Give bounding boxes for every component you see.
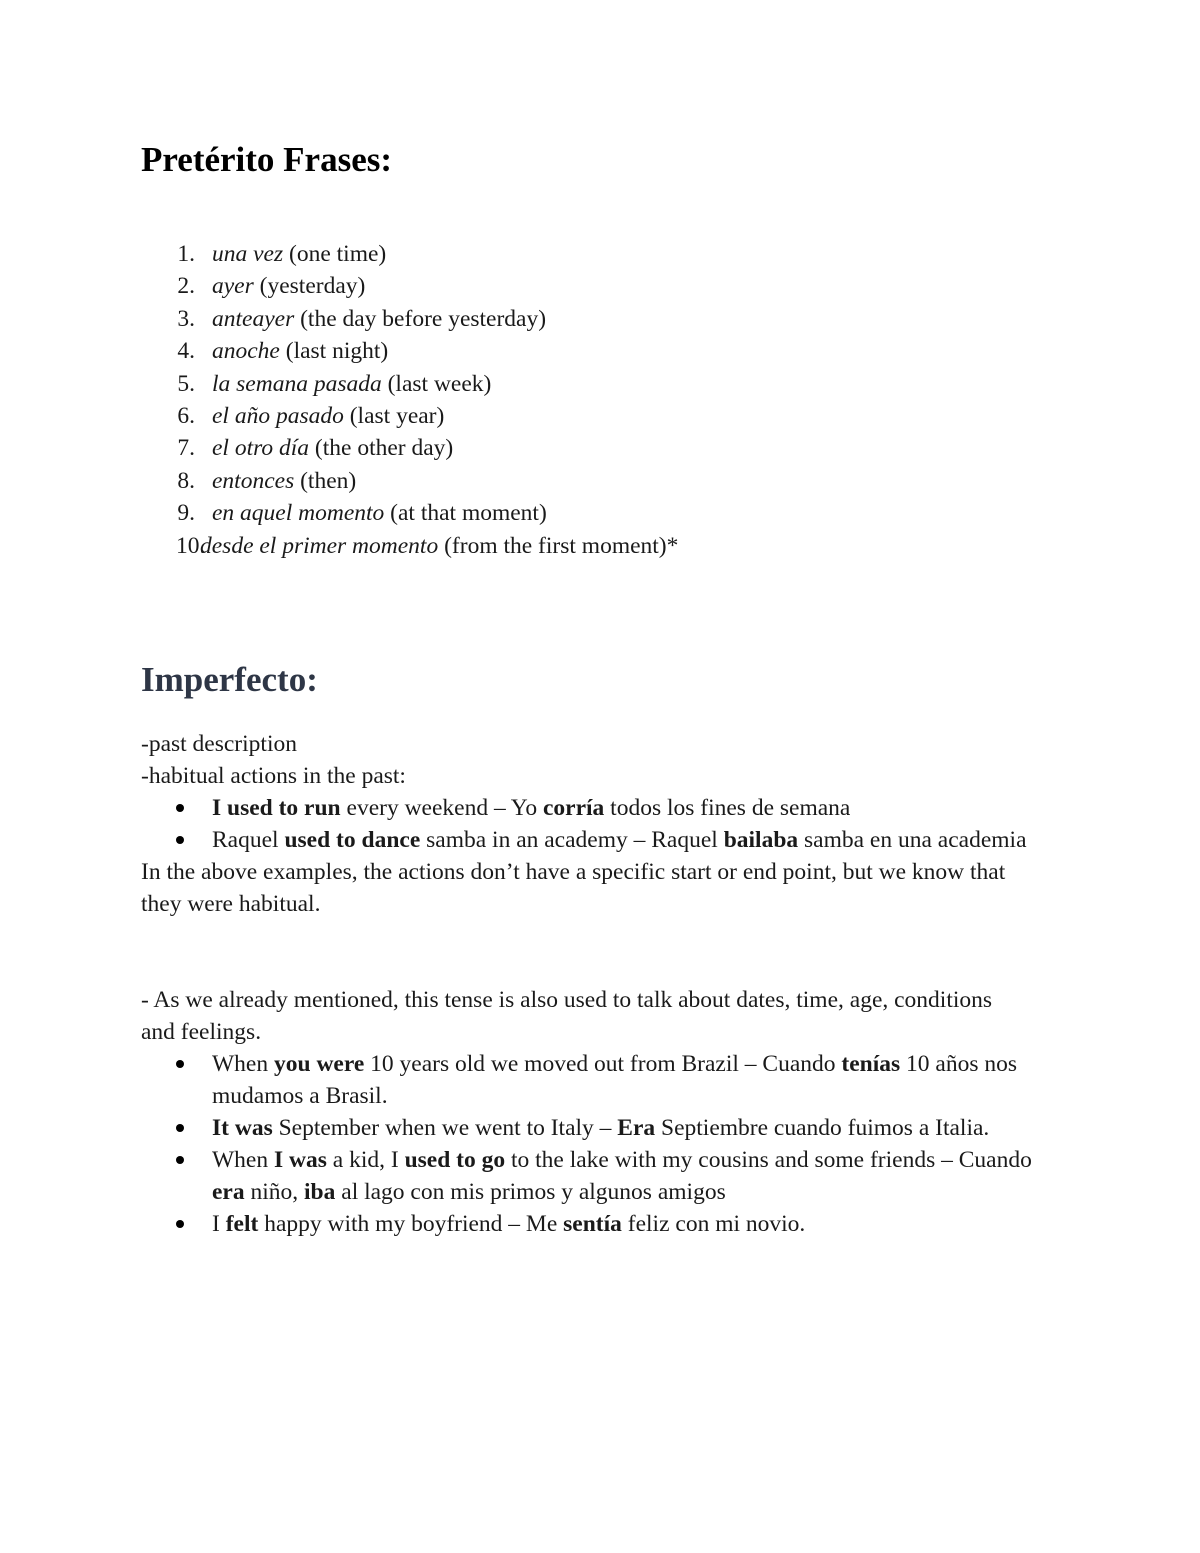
- habitual-examples-list: [141, 792, 1061, 856]
- item-number: 10.: [176, 532, 206, 559]
- example-text: 10 years old we moved out from Brazil – Cuando: [364, 1051, 842, 1077]
- spanish-phrase: entonces: [212, 467, 295, 494]
- example-text: to the lake with my cousins and some friends – Cuando: [505, 1147, 1032, 1173]
- example-text: every weekend – Yo: [340, 795, 543, 821]
- example-text: todos los fines de semana: [604, 795, 851, 821]
- spanish-verb: iba: [304, 1179, 336, 1205]
- item-number: 1.: [177, 241, 195, 267]
- spanish-phrase: ayer: [212, 273, 254, 300]
- english-verb: It was: [212, 1115, 273, 1141]
- english-translation: (then): [294, 467, 357, 494]
- spanish-verb: corría: [542, 795, 605, 821]
- usage-line: -past description: [141, 731, 297, 757]
- english-translation: (yesterday): [253, 273, 366, 300]
- english-translation: (from the first moment)*: [438, 532, 679, 559]
- imperfecto-usage-block: [141, 728, 1061, 920]
- list-item: [141, 824, 1042, 856]
- english-verb: I used to run: [212, 795, 341, 821]
- example-text: September when we went to Italy –: [272, 1115, 618, 1141]
- imperfecto-uses-block: [141, 984, 1061, 1240]
- example-text: samba en una academia: [798, 827, 1027, 853]
- spanish-phrase: anteayer: [212, 305, 295, 332]
- example-text: al lago con mis primos y algunos amigos: [335, 1179, 726, 1205]
- item-number: 8.: [177, 467, 195, 494]
- list-item: [141, 1208, 1062, 1240]
- example-text: When: [212, 1051, 274, 1077]
- item-number: 6.: [177, 402, 195, 429]
- spanish-verb: tenías: [841, 1051, 901, 1077]
- other-examples-list: [141, 1048, 1061, 1240]
- list-item: [141, 792, 1061, 824]
- english-translation: (last week): [381, 370, 492, 397]
- english-verb: felt: [225, 1211, 259, 1237]
- spanish-verb: sentía: [563, 1211, 622, 1237]
- bullet-icon: [176, 1060, 184, 1068]
- english-translation: (last year): [343, 402, 445, 429]
- english-translation: (one time): [283, 241, 387, 267]
- english-translation: (the day before yesterday): [294, 305, 547, 332]
- bullet-icon: [176, 804, 184, 812]
- example-text: When: [212, 1147, 274, 1173]
- spanish-phrase: anoche: [212, 338, 280, 365]
- section-title-imperfecto: Imperfecto:: [141, 660, 318, 699]
- bullet-icon: [176, 1156, 184, 1164]
- example-text: niño,: [244, 1179, 305, 1205]
- english-verb: I was: [274, 1147, 327, 1173]
- spanish-phrase: el otro día: [212, 435, 310, 462]
- example-text: Septiembre cuando fuimos a Italia.: [655, 1115, 990, 1141]
- item-number: 9.: [177, 500, 195, 527]
- english-verb: used to dance: [284, 827, 421, 853]
- example-text: samba in an academy – Raquel: [420, 827, 724, 853]
- english-verb: you were: [274, 1051, 365, 1077]
- item-number: 3.: [177, 305, 195, 332]
- explanation-paragraph: In the above examples, the actions don’t have a specific start or end point, but we know that they were habitual.: [141, 859, 1006, 917]
- list-item: [141, 1112, 1042, 1144]
- english-translation: (the other day): [309, 435, 454, 462]
- spanish-verb: bailaba: [723, 827, 799, 853]
- item-number: 5.: [177, 370, 195, 397]
- example-text: a kid, I: [326, 1147, 405, 1173]
- english-verb: used to go: [404, 1147, 506, 1173]
- item-number: 2.: [177, 273, 195, 300]
- bullet-icon: [176, 1220, 184, 1228]
- spanish-phrase: desde el primer momento: [200, 532, 439, 559]
- english-translation: (last night): [279, 338, 389, 365]
- spanish-phrase: en aquel momento: [212, 500, 385, 527]
- item-number: 7.: [177, 435, 195, 462]
- example-text: 10 años nos mudamos a Brasil.: [212, 1051, 1017, 1109]
- example-text: happy with my boyfriend – Me: [258, 1211, 564, 1237]
- item-number: 4.: [177, 338, 195, 365]
- english-translation: (at that moment): [384, 500, 547, 527]
- mention-paragraph: - As we already mentioned, this tense is also used to talk about dates, time, age, conditions and feelings.: [141, 987, 993, 1045]
- example-text: Raquel: [212, 827, 285, 853]
- spanish-verb: Era: [617, 1115, 656, 1141]
- list-item: [141, 1048, 1042, 1112]
- example-text: feliz con mi novio.: [621, 1211, 806, 1237]
- example-text: I: [212, 1211, 226, 1237]
- bullet-icon: [176, 1124, 184, 1132]
- spanish-phrase: una vez: [212, 241, 284, 267]
- spanish-phrase: el año pasado: [212, 402, 344, 429]
- usage-line: -habitual actions in the past:: [141, 763, 406, 789]
- bullet-icon: [176, 836, 184, 844]
- spanish-verb: era: [212, 1179, 245, 1205]
- section-title-preterito: Pretérito Frases:: [141, 140, 393, 179]
- list-item: [141, 1144, 1062, 1208]
- spanish-phrase: la semana pasada: [212, 370, 382, 397]
